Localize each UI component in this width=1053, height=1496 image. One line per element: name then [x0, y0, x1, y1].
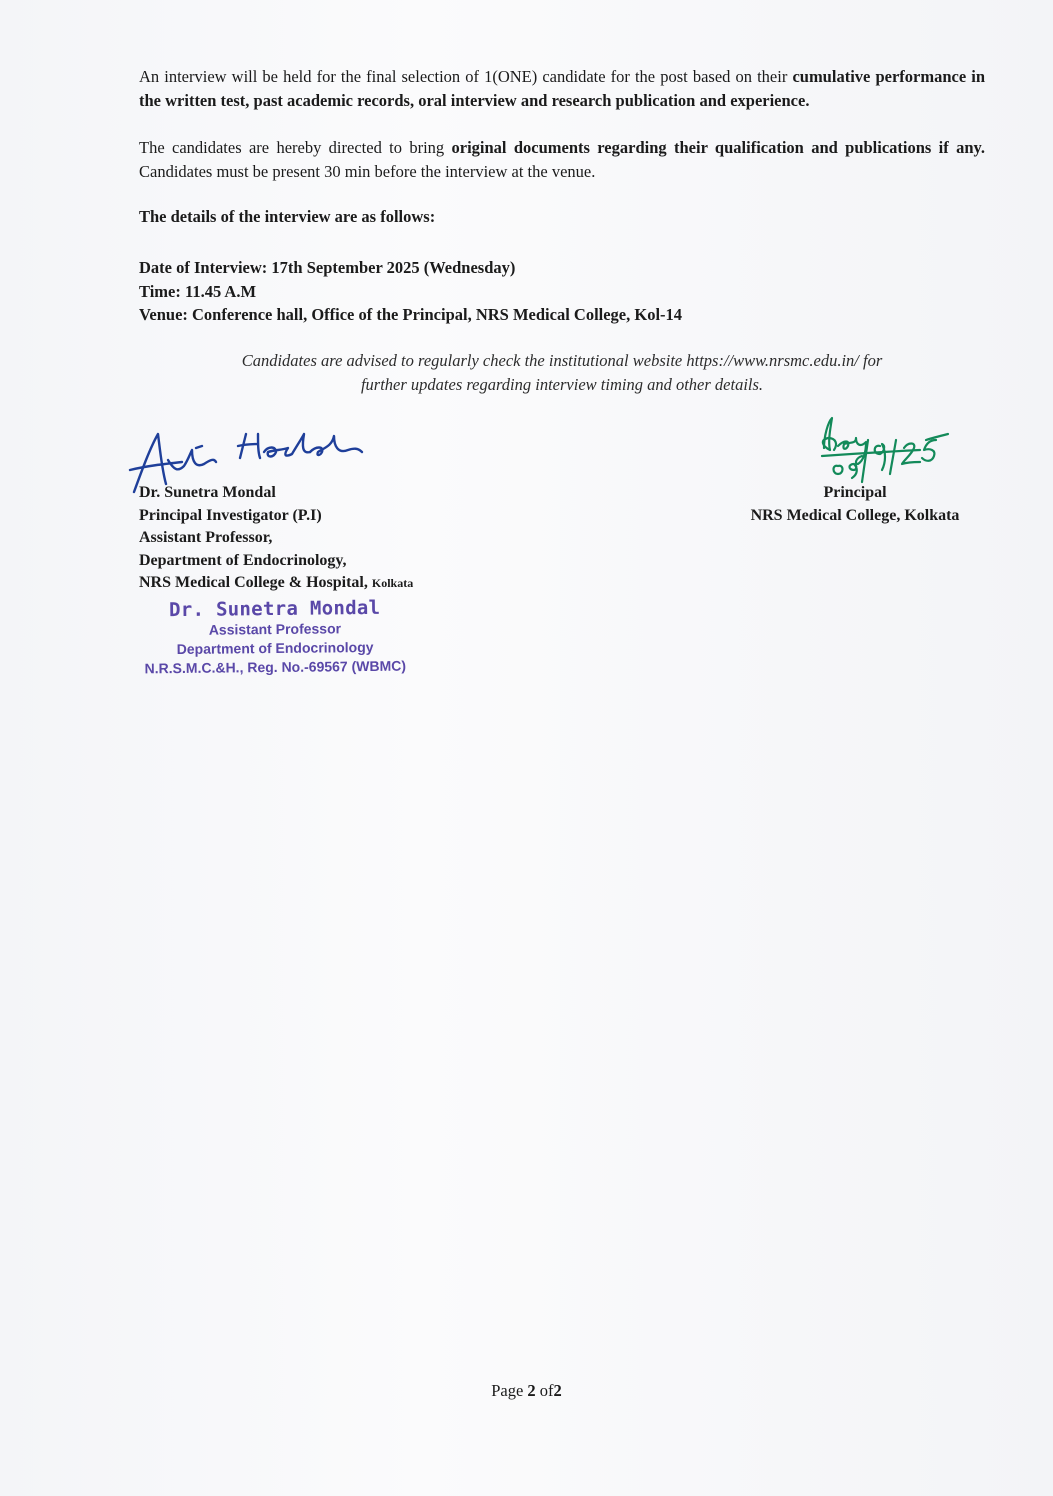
signatory-right-institution: NRS Medical College, Kolkata — [750, 506, 960, 524]
official-stamp — [110, 596, 441, 678]
selection-paragraph — [139, 65, 985, 112]
stamp-name: Dr. Sunetra Mondal — [168, 596, 381, 622]
page-current: 2 — [527, 1381, 536, 1400]
documents-lead: The candidates are hereby directed to bring — [139, 138, 445, 157]
stamp-designation: Assistant Professor — [208, 620, 342, 638]
signatory-right — [700, 482, 1010, 527]
details-heading: The details of the interview are as follows: — [139, 207, 436, 226]
signatory-left-role: Principal Investigator (P.I) — [139, 506, 322, 524]
signature-right — [810, 412, 960, 490]
interview-details — [139, 256, 682, 327]
advice-line-2: further updates regarding interview timing and other details. — [360, 374, 764, 394]
website-advice — [139, 349, 985, 396]
interview-time: Time: 11.45 A.M — [139, 281, 257, 301]
documents-tail: Candidates must be present 30 min before the interview at the venue. — [139, 161, 596, 181]
stamp-registration: N.R.S.M.C.&H., Reg. No.-69567 (WBMC) — [144, 657, 407, 677]
selection-intro: An interview will be held for the final selection of 1(ONE) candidate for the post based on their — [139, 67, 788, 86]
page-label: Page — [491, 1381, 524, 1400]
signatory-left-institution: NRS Medical College & Hospital, — [139, 574, 368, 591]
page-total: 2 — [553, 1381, 562, 1400]
interview-date: Date of Interview: 17th September 2025 (Wednesday) — [139, 258, 516, 277]
documents-required: original documents regarding their qualification and publications if any. — [451, 138, 985, 157]
signatory-left-name: Dr. Sunetra Mondal — [139, 484, 276, 501]
stamp-department: Department of Endocrinology — [176, 638, 374, 658]
selection-criteria: cumulative performance in the written test, past academic records, oral interview and research publication and experience. — [139, 67, 986, 110]
signatory-left-city: Kolkata — [371, 576, 414, 590]
signatory-left-institution-line — [139, 572, 413, 595]
signatory-left — [139, 482, 413, 595]
signatory-left-designation: Assistant Professor, — [139, 529, 273, 546]
page-number — [0, 1381, 1053, 1401]
interview-venue: Venue: Conference hall, Office of the Principal, NRS Medical College, Kol-14 — [139, 305, 683, 324]
page-of-label: of — [539, 1381, 554, 1400]
signatory-right-role: Principal — [823, 484, 887, 501]
signatory-left-department: Department of Endocrinology, — [139, 551, 347, 569]
documents-paragraph — [139, 136, 985, 183]
advice-line-1: Candidates are advised to regularly check the institutional website https://www.nrsmc.edu.in/ for — [241, 351, 883, 370]
